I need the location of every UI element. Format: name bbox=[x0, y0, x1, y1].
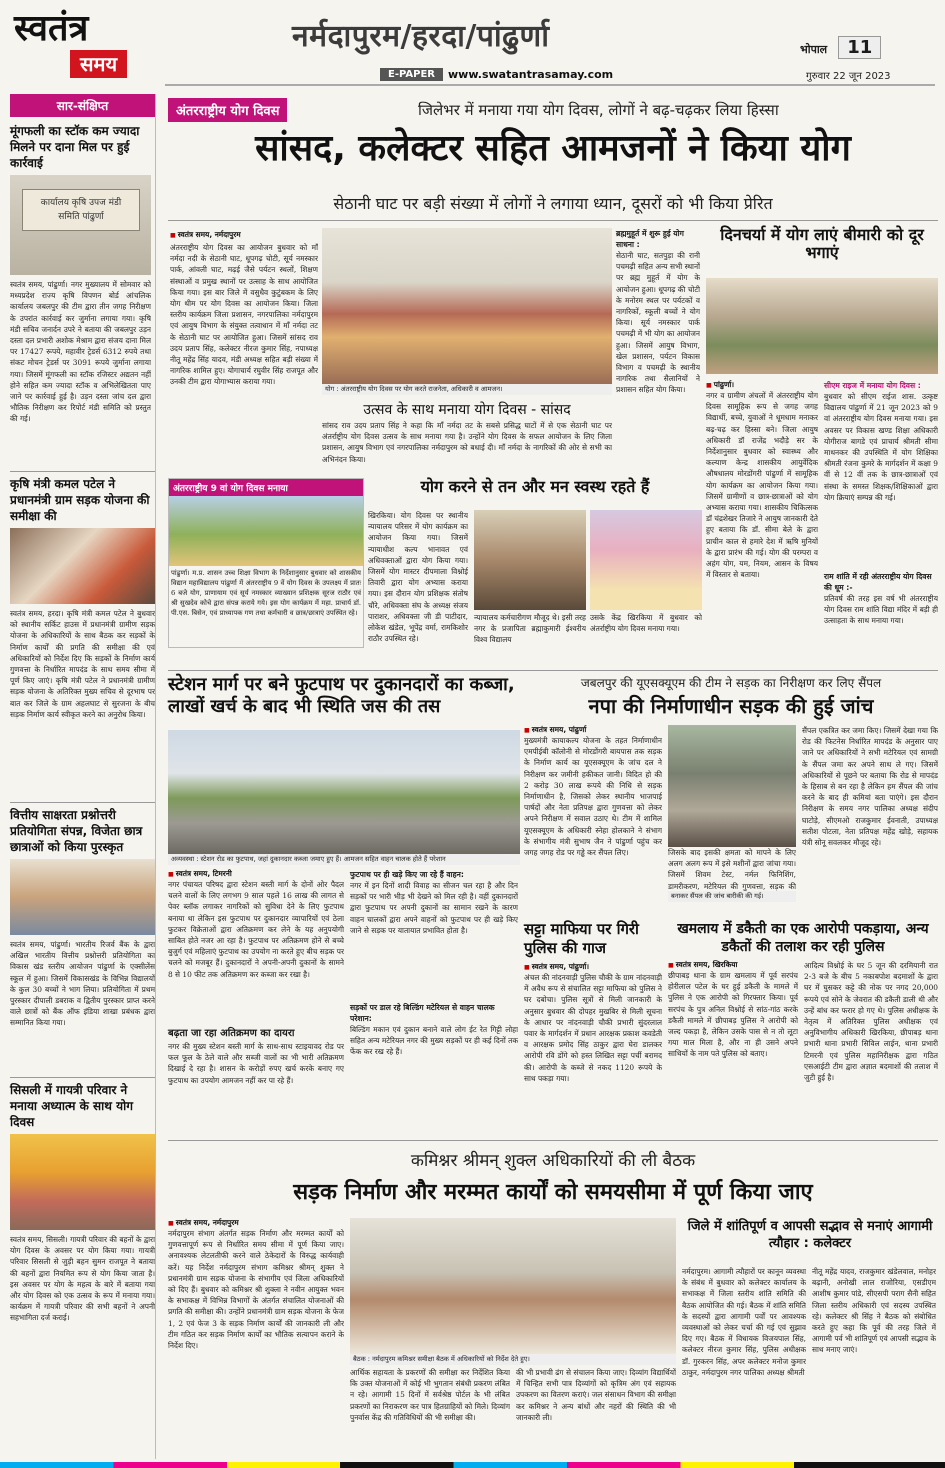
logo bbox=[14, 8, 154, 86]
dacoity-headline: खमलाय में डकैती का एक आरोपी पकड़ाया, अन्य डकैतों की तलाश कर रही पुलिस bbox=[677, 921, 929, 955]
road-text: मुख्यमंत्री कायाकल्प योजना के तहत निर्माणाधीन एमपीईबी कॉलोनी से मोरडोंगरी बायपास तक सड़क के निर्माण कार्य का यूएसक्यूएम के जांच दल ने निरीक्षण कर जमीनी हकीकत जानी। विदित हो की 2 करोड़ 30 लाख रूपये की निधि से सड़क निर्माणाधीन है, जिसको लेकर स्थानीय भाजपाई पार्षदों और नेता प्रतिपक्ष द्वारा गुणवत्ता को लेकर अपने निरीक्षण में सवाल उठाए थे। टीम में शामिल यूएसक्यूएम के अधिकारी स्नेहा होलकाने ने संभाग के संभागीय मंत्री सुभाष जैन ने पांढुर्णा पहुंच कर जगह जगह रोड पर गड्ढे कर सैंपल लिए। bbox=[524, 736, 662, 858]
lead-sub-headline: उत्सव के साथ मनाया योग दिवस - सांसद bbox=[363, 402, 571, 418]
sidebar-item-quiz[interactable] bbox=[10, 807, 155, 1073]
station-road-photo bbox=[168, 730, 520, 854]
gayatri-yoga-photo bbox=[10, 1134, 155, 1230]
peace-text-2: नीतू महेंद्र यादव, राजकुमार खंडेलवाल, मनोहर बढ़ानी, अनोखी लाल राजोरिया, एसडीएम आशीष कुमार पांडे, सीएसपी पराग सैनी सहित जिला स्तरीय अधिकारी एवं सदस्य उपस्थित रहे। कलेक्टर श्री सिंह ने बैठक को संबोधित करते हुए कहा कि पूर्व की तरह जिले में आगामी पर्व भी शांतिपूर्ण एवं आपसी सद्भाव के साथ मनाए जाएं। bbox=[812, 1267, 936, 1355]
lead-side-box bbox=[616, 228, 700, 466]
sidebar-item-minister[interactable] bbox=[10, 476, 155, 798]
road-photo-caption: बनाकर सैंपल की जांच बारीकी की गई। bbox=[668, 891, 796, 902]
road-text-2: सैंपल एकत्रित कर जमा किए। जिसमें देखा गया कि रोड की फिटनेस निर्धारित मापदंड के अनुसार पाए जाने पर अधिकारियों ने सभी मटेरियल एवं सामग्री के सैंपल जमा कर अपने साथ ले गए। जिसमें अधिकारियों से पूछने पर बताया कि रोड से मापदंड के हिसाब से बन रहा है लेकिन हम सैंपल की जांच करने के बाद ही कमियां बता पाएंगे। इस दौरान निरीक्षण के समय नगर पालिका अध्यक्ष संदीप घाटोड़े, सीएमओ राजकुमार ईवनाती, उपाध्यक्ष सतीश पोटला, नेता प्रतिपक्ष महेंद्र खोड़े, सहायक यंत्री सोनू सवलकर मौजूद रहे। bbox=[802, 726, 938, 848]
sidebar-item-text: स्वतंत्र समय, सिसली। गायत्री परिवार की बहनों के द्वारा योग दिवस के अवसर पर योग किया गया। गायत्री परिवार सिसली से जुड़ी बहन सुमन राजपूत ने बताया की बहनों द्वारा नियमित रूप से योग किया जाता है। इस अवसर पर योग के महत्व के बारे में बताया गया और योग दिवस को एक उत्सव के रूप में मनाया गया। कार्यक्रम में गायत्री परिवार की सभी बहनों ने अपनी सहभागिता दर्ज कराई। bbox=[10, 1235, 155, 1323]
daily-byline: ■ पांढुर्णा। bbox=[706, 380, 818, 390]
mini-yoga-story[interactable] bbox=[168, 478, 364, 648]
commissioner-headline: सड़क निर्माण और मरम्मत कार्यों को समयसीमा में पूर्ण किया जाए bbox=[293, 1180, 813, 1205]
sidebar bbox=[10, 94, 156, 1459]
divider bbox=[10, 471, 155, 472]
station-text: नगर पंचायत परिषद द्वारा स्टेशन बस्ती मार्ग के दोनों ओर पैदल चलने वालों के लिए लगभग 9 साल पहले 16 लाख की लागत से पेवर ब्लॉक लगाकर नागरिकों को सुविधा देने के लिए फुटपाथ बनाया था लेकिन इस फुटपाथ पर दुकानदार व्यापारियों एवं ठेला फुटकर विक्रेताओं द्वारा अतिक्रमण कर लेने के यह अनुपयोगी साबित होते नजर आ रहा है। फुटपाथ पर अतिक्रमण होने से बच्चे बुजुर्ग एवं महिलाएं फुटपाथ का उपयोग ना करते हुए बीच सड़क पर चलने को मजबूर हैं। दुकानदारों ने अपनी-अपनी दुकानों के सामने 8 से 10 फीट तक अतिक्रमण कर कब्जा कर रखा है। bbox=[168, 880, 344, 979]
lead-side-title: ब्रह्ममुहूर्त में शुरू हुई योग साधना : bbox=[616, 229, 684, 249]
sidebar-item-text: स्वतंत्र समय, हरदा। कृषि मंत्री कमल पटेल ने बुधवार को स्थानीय सर्किट हाउस में प्रधानमंत्री ग्रामीण सड़क योजना के अधिकारियों के साथ बैठक कर सड़कों के निर्माण कार्यों की प्रगति की समीक्षा की एवं अधिकारियों को निर्देश दिए कि सड़कों के निर्माण कार्य गुणवत्ता के निर्धारित मापदंड के साथ समय सीमा में पूर्ण किए जाएं। कृषि मंत्री पटेल ने प्रधानमंत्री ग्रामीण सड़क योजना के अतिरिक्त मुख्य सचिव से दूरभाष पर बात कर जिले के ग्राम अहलघाट से सुरजना के बीच सड़क निर्माण कार्य स्वीकृत करने का अनुरोध किया। bbox=[10, 609, 155, 719]
sidebar-item-text: स्वतंत्र समय, पांढुर्णा। भारतीय रिजर्व बैंक के द्वारा अखिल भारतीय वित्तीय प्रश्नोत्तरी प्रतियोगिता का विकास खंड स्तरीय आयोजन पांढुर्णा के एक्सीलेंस स्कूल में हुआ। जिसमें विकासखंड के विभिन्न विद्यालयों के कुल 30 बच्चों ने भाग लिया। प्रतियोगिता में प्रथम पुरस्कार दीपाली डबराक व द्वितीय पुरस्कार प्राप्त करने वाले छात्रों को बैंक ऑफ इंडिया शाखा प्रबंधक द्वारा सम्मानित किया गया। bbox=[10, 940, 155, 1028]
office-board-sign: कार्यालय कृषि उपज मंडी समिति पांढुर्णा bbox=[22, 189, 140, 231]
road-inspection-photo bbox=[668, 725, 796, 847]
daily-side-title: सीएम राइज में मनाया योग दिवस : bbox=[824, 381, 921, 390]
road-headline: नपा की निर्माणाधीन सड़क की हुई जांच bbox=[588, 694, 874, 718]
station-story[interactable] bbox=[168, 674, 520, 1136]
sidebar-item-gayatri[interactable] bbox=[10, 1082, 155, 1342]
health-caption-2: उसके केंद्र खिरकिया में बुधवार को अंतर्राष्ट्रीय योग दिवस मनाया गया। bbox=[590, 613, 702, 634]
quiz-students-photo bbox=[10, 859, 155, 935]
commissioner-byline: ■ स्वतंत्र समय, नर्मदापुरम bbox=[168, 1218, 344, 1228]
lead-text: अंतरराष्ट्रीय योग दिवस का आयोजन बुधवार को माँ नर्मदा नदी के सेठानी घाट, धूपगढ़ चोटी, सूर्य नमस्कार पार्क, आंवली घाट, मढ़ई जैसे पर्यटन स्थलों, शिक्षण संस्थाओं व प्रमुख स्थानों पर उत्साह के साथ आयोजित किया गया। इस बार जिले में वसुधैव कुटुंबकम के लिए योग थीम पर योग दिवस का आयोजन किया। जिला स्तरीय कार्यक्रम जिला प्रशासन, नगरपालिका नर्मदापुरम एवं आयुष विभाग के संयुक्त तत्वाधान में माँ नर्मदा तट के सेठानी घाट पर आयोजित हुआ। जिसमें सांसद राव उदय प्रताप सिंह, कलेक्टर नीरज कुमार सिंह, नपाध्यक्ष नीतू महेंद्र सिंह यादव, मंडी अध्यक्ष सहित बड़ी संख्या में नागरिक शामिल हुए। योगाचार्य रघुवीर सिंह राजपूत और उनकी टीम द्वारा योगाभ्यास कराया गया। bbox=[170, 243, 318, 387]
court-yoga-photo bbox=[474, 510, 586, 610]
station-byline: ■ स्वतंत्र समय, टिमरनी bbox=[168, 869, 344, 879]
edition-title: नर्मदापुरम/हरदा/पांढुर्णा bbox=[292, 19, 550, 54]
station-headline: स्टेशन मार्ग पर बने फुटपाथ पर दुकानदारों का कब्जा, लाखों खर्च के बाद भी स्थिति जस की तस bbox=[168, 674, 515, 717]
lead-deck: सेठानी घाट पर बड़ी संख्या में लोगों ने लगाया ध्यान, दूसरों को भी किया प्रेरित bbox=[333, 194, 773, 213]
sidebar-item-text: स्वतंत्र समय, पांढुर्णा। नगर मुख्यालय में सोमवार को मध्यप्रदेश राज्य कृषि विपणन बोर्ड आंचलिक कार्यालय जबलपुर की टीम द्वारा तीन जगह निरीक्षण के उपरांत कार्रवाई कर जुर्माना लगाया गया। कृषि मंडी सचिव जनार्दन उपरे ने बताया की जबलपुर उड़न दस्ता दल प्रभारी अशोक मेश्राम द्वारा संजय दाना मिल पर 17427 रूपये, महावीर ट्रेडर्स 6312 रुपये तथा संकट मोचन ट्रेडर्स पर 3091 रूपये जुर्माना लगाया गया। जिसमें मूंगफली का स्टॉक रजिस्टर अद्यतन नहीं होने सहित कम ज्यादा स्टॉक व अभिलेखितता पाए जाने पर कार्रवाई हुई है। उड़न दस्ता जांच दल द्वारा भौतिक निरीक्षण कर रिपोर्ट मंडी समिति को प्रस्तुत की गई। bbox=[10, 280, 151, 424]
dacoity-text-2: आदित्य विश्नोई के घर 5 जून की दरमियानी रात 2-3 बजे के बीच 5 नकाबपोश बदमाशों के द्वारा घर में घुसकर कट्टे की नोक पर नगद 20,000 रूपये एवं सोने के जेवरात की डकैती डाली थी और उन्हें बांध कर फरार हो गए थे। पुलिस अधीक्षक के नेतृत्व में अतिरिक्त पुलिस अधीक्षक एवं अनुविभागीय अधिकारी खिरकिया, छीपाबड़ थाना प्रभारी थाना प्रभारी सिविल लाईन, थाना प्रभारी टिमरनी एवं पुलिस महानिरीक्षक द्वारा गठित एसआईटी टीम द्वारा अज्ञात बदमाशों की तलाश में जुटी हुई है। bbox=[804, 961, 938, 1083]
office-board-photo bbox=[10, 175, 151, 275]
station-subhead: बढ़ता जा रहा अतिक्रमण का दायरा bbox=[168, 1028, 295, 1039]
lead-rule bbox=[168, 220, 938, 221]
commissioner-story[interactable] bbox=[168, 1218, 676, 1458]
sidebar-item-title: मूंगफली का स्टॉक कम ज्यादा मिलने पर दाना मिल पर हुई कार्रवाई bbox=[10, 124, 140, 170]
divider bbox=[10, 1077, 155, 1078]
satta-text: अंचल की नांदनवाड़ी पुलिस चौकी के ग्राम नांदनवाड़ी में अवैध रूप से संचालित सट्टा माफिया को पुलिस ने घर दबोचा। पुलिस सूत्रों से मिली जानकारी के अनुसार बुधवार की दोपहर मुखबिर से मिली सूचना के आधार पर नांदनवाड़ी चौकी प्रभारी सुंदरलाल पवार के मार्गदर्शन में प्रधान आरक्षक प्रकाश कवडेती व आरक्षक प्रमोद सिंह ठाकुर द्वारा घेरा डालकर आरोपी रवि डोंगे को हस्त लिखित सट्टा पर्ची बरामद की। आरोपी के कब्जे से नकद 1120 रूपये के साथ पकड़ा गया। bbox=[524, 973, 662, 1083]
sidebar-item-title: कृषि मंत्री कमल पटेल ने प्रधानमंत्री ग्राम सड़क योजना की समीक्षा की bbox=[10, 477, 150, 523]
brahmakumari-yoga-photo bbox=[590, 510, 702, 610]
health-text: खिरकिया। योग दिवस पर स्थानीय न्यायालय परिसर में योग कार्यक्रम का आयोजन किया गया। जिसमें न्यायाधीश कल्प भानावत एवं अधिवक्ताओं द्वारा योग किया गया। जिसमें योग मास्टर दीपमाला विश्नोई तिवारी द्वारा योग अभ्यास कराया गया। इस दौरान योग प्रशिक्षक संतोष चौरे, अधिवक्ता संघ के अध्यक्ष संजय पाराशर, अधिवक्ता जी डी पाटीदार, लोकेश खंडेल, भूपेंद्र वर्मा, रामकिशोर राठौर उपस्थित रहे। bbox=[368, 511, 468, 644]
commissioner-overline: कमिश्नर श्रीमन् शुक्ल अधिकारियों की ली बैठक bbox=[410, 1151, 696, 1171]
city-label: भोपाल bbox=[800, 43, 828, 56]
masthead-rule bbox=[165, 84, 935, 86]
mini-yoga-photo bbox=[169, 496, 363, 566]
lead-kicker: अंतरराष्ट्रीय योग दिवस bbox=[168, 98, 287, 122]
logo-top: स्वतंत्र bbox=[14, 7, 89, 49]
road-byline: ■ स्वतंत्र समय, पांढुर्णा bbox=[524, 725, 662, 735]
registration-color-bar bbox=[0, 1462, 945, 1468]
divider bbox=[10, 802, 155, 803]
peace-text: नर्मदापुरम। आगामी त्यौहारों पर कानून व्यवस्था के संबंध में बुधवार को कलेक्टर कार्यालय के सभाकक्ष में जिला स्तरीय शांति समिति की बैठक आयोजित की गई। बैठक में शांति समिति के सदस्यों द्वारा आगामी पर्वों पर आवश्यक व्यवस्थाओं को लेकर चर्चा की गई एवं सुझाव दिए गए। बैठक में विधायक विजयपाल सिंह, कलेक्टर नीरज कुमार सिंह, पुलिस अधीक्षक डॉ. गुरकरन सिंह, अपर कलेक्टर मनोज कुमार ठाकुर, नर्मदापुरम नगर पालिका अध्यक्ष श्रीमती bbox=[682, 1267, 806, 1377]
site-url[interactable]: www.swatantrasamay.com bbox=[448, 68, 614, 81]
dacoity-story[interactable] bbox=[668, 920, 938, 1136]
commissioner-text-2: आर्थिक सहायता के प्रकरणों की समीक्षा कर निर्देशित किया कि उक्त योजनाओं में कोई भी भुगतान संबंधी प्रकरण लंबित न रहे। आगामी 15 दिनों में सर्वश्रेष्ठ पोर्टल के भी लंबित प्रकरणों का निराकरण कर पात्र हितग्राहियों को मिले। दिव्यांग पुनर्वास केंद्र की गतिविधियों की भी समीक्षा की। bbox=[350, 1368, 510, 1422]
satta-headline: सट्टा माफिया पर गिरी पुलिस की गाज bbox=[524, 920, 639, 957]
health-headline: योग करने से तन और मन स्वस्थ रहते हैं bbox=[420, 477, 650, 496]
logo-bottom: समय bbox=[70, 50, 127, 78]
daily-yoga-photo bbox=[706, 278, 938, 374]
road-text-3: जिसके बाद इसकी क्षमता को मापने के लिए अलग अलग रूप में इसे मशीनों द्वारा जांचा गया। जिसमें शिवम टेस्ट, नर्मल फिनिशिंग, डामरीकरण, मटेरियल की गुणवत्ता, सड़क की bbox=[668, 848, 796, 891]
station-text-2: नगर की मुख्य स्टेशन बस्ती मार्ग के साथ-साथ स्टाइयावद रोड पर फल फूल के ठेले वाले और सब्जी वालों का भी भारी अतिक्रमण दिखाई दे रहा है। शासन के करोड़ों रुपए खर्च करके बनाए गए फुटपाथ का उपयोग आमजन नहीं कर पा रहे हैं। bbox=[168, 1042, 344, 1085]
lead-yoga-photo bbox=[322, 228, 612, 384]
station-col2-subhead: सड़कों पर डाल रहे बिल्डिंग मटेरियल से वाहन चालक परेशान: bbox=[350, 1003, 495, 1023]
dacoity-byline: ■ स्वतंत्र समय, खिरकिया bbox=[668, 960, 798, 970]
road-overline: जबलपुर की यूएसक्यूएम की टीम ने सड़क का निरीक्षण कर लिए सैंपल bbox=[580, 676, 882, 690]
satta-story[interactable] bbox=[524, 920, 662, 1136]
sidebar-item-title: सिसली में गायत्री परिवार ने मनाया अध्यात्म के साथ योग दिवस bbox=[10, 1083, 133, 1129]
section-divider-2 bbox=[168, 1140, 938, 1141]
page-number: 11 bbox=[838, 36, 881, 59]
section-divider bbox=[168, 670, 938, 671]
health-caption-1: न्यायालय कर्मचारीगण मौजूद थे। इसी तरह नगर के प्रजापिता ब्रह्माकुमारी ईश्वरीय विश्व विद्यालय bbox=[474, 613, 586, 645]
daily-side-text: बुधवार को सीएम राईज शास. उत्कृष्ट विद्यालय पांढुर्णा में 21 जून 2023 को 9 वां अंतरराष्ट्रीय योग दिवस मनाया गया। इस अवसर पर विकास खण्ड शिक्षा अधिकारी योगीराज बागडे एवं प्राचार्य श्रीमती सीमा माथनकर की उपस्थिति में योग शिक्षिका श्रीमती रंजना कुमरे के मार्गदर्शन में कक्षा 9 वीं से 12 वीं तक के छात्र-छात्राओं एवं संस्था के समस्त शिक्षक/शिक्षिकाओं द्वारा योग क्रियाएं सम्पन्न की गई। bbox=[824, 392, 938, 502]
lead-headline: सांसद, कलेक्टर सहित आमजनों ने किया योग bbox=[255, 128, 851, 169]
daily-headline: दिनचर्या में योग लाएं बीमारी को दूर भगाएं bbox=[720, 225, 924, 263]
peace-headline: जिले में शांतिपूर्ण व आपसी सद्भाव से मनाएं आगामी त्यौहार : कलेक्टर bbox=[687, 1219, 933, 1251]
peace-story[interactable] bbox=[682, 1218, 938, 1458]
health-story[interactable] bbox=[368, 478, 702, 666]
mini-text: पांढुर्णा। म.प्र. शासन उच्च शिक्षा विभाग के निर्देशानुसार बुधवार को शासकीय विद्यान महाविद्यालय पांढुर्णा में अंतरराष्ट्रीय 9 वें योग दिवस के उपलक्ष्य में प्रातः 6 बजे योग, प्राणायाम एवं सूर्य नमस्कार व्याख्यान प्रशिक्षक सूरज राठौर एवं श्री सुखदेव कोचे द्वारा संपन्न कराये गये। इस योग कार्यक्रम में महा. प्राचार्य डॉ. पी.एस. बिसेन, एवं प्राध्यापक गण तथा कर्मचारी व छात्र/छात्राएं उपस्थित रहे। bbox=[171, 569, 361, 617]
sidebar-item-groundnut[interactable] bbox=[10, 123, 155, 467]
masthead bbox=[0, 0, 945, 92]
lead-byline: ■ स्वतंत्र समय, नर्मदापुरम bbox=[170, 230, 241, 240]
commissioner-meeting-photo bbox=[350, 1218, 676, 1354]
sidebar-header: सार-संक्षिप्त bbox=[10, 94, 155, 117]
minister-meeting-photo bbox=[10, 528, 155, 604]
station-col2-text-2: बिल्डिंग मकान एवं दुकान बनाने वाले लोग ईट रेत गिट्टी लोहा सहित अन्य मटेरियल नगर की मुख्य सड़कों पर ही कई दिनों तक फेंक कर रख रहे हैं। bbox=[350, 1025, 518, 1057]
daily-side-title-2: राम शांति में रही अंतरराष्ट्रीय योग दिवस की धूम :- bbox=[824, 572, 932, 592]
commissioner-photo-caption: बैठक : नर्मदापुरम कमिश्नर समीक्षा बैठक में अधिकारियों को निर्देश देते हुए। bbox=[350, 1354, 676, 1365]
daily-side-text-2: प्रतिवर्ष की तरह इस वर्ष भी अंतरराष्ट्रीय योग दिवस राम शांति विद्या मंदिर में बड़ी ही उत्साहता के साथ मनाया गया। bbox=[824, 594, 938, 626]
dacoity-text: छीपाबड़ थाना के ग्राम खमलाय में पूर्व सरपंच होरीलाल पटेल के घर हुई डकैती के मामले में पुलिस ने एक आरोपी को गिरफ्तार किया। पूर्व सरपंच के पुत्र अनिल विश्नोई से सांठ-गांठ करके डकैती मामले में छीपाबड़ पुलिस ने आरोपी को जल्द पकड़ा है, लेकिन उसके पास से न तो लूटा गया माल मिला है, और ना ही उसने अपने साथियों के नाम पते पुलिस को बताए। bbox=[668, 971, 798, 1059]
page-badge bbox=[800, 36, 881, 59]
sidebar-item-title: वित्तीय साक्षरता प्रश्नोत्तरी प्रतियोगिता संपन्न, विजेता छात्र छात्राओं को किया पुरस्कृत bbox=[10, 808, 143, 854]
lead-side-text: सेठानी घाट, सतपुड़ा की रानी पचमढ़ी सहित अन्य सभी स्थानों पर ब्रह्म मुहूर्त में योग के आयोजन हुआ। धूपगढ़ की चोटी के मनोरम स्थल पर पर्यटकों व नागरिकों, स्कूली बच्चों ने योग किया। सूर्य नमस्कार पार्क पचमढ़ी में भी योग का आयोजन हुआ। जिसमें आयुष विभाग, खेल प्रशासन, पर्यटन विकास विभाग व पचमढ़ी के स्थानीय नागरिक तथा सैलानियों ने प्रशासन सहित योग किया। bbox=[616, 251, 700, 395]
commissioner-text-3: की भी प्रभावी ढंग से संचालन किया जाए। दिव्यांग विद्यार्थियों में चिन्हित सभी पात्र दिव्यांगों को कृत्रिम अंग एवं सहायक उपकरण का वितरण कराएं। जल संसाधन विभाग की समीक्षा कर कमिश्नर ने अन्य बांधों और नहरों की स्थिति की भी जानकारी ली। bbox=[516, 1368, 676, 1422]
mini-banner: अंतरराष्ट्रीय 9 वां योग दिवस मनाया bbox=[169, 479, 363, 496]
lead-sub-text: सांसद राव उदय प्रताप सिंह ने कहा कि माँ नर्मदा तट के सबसे प्रसिद्ध घाटों में से एक सेठानी घाट पर अंतर्राष्ट्रीय योग दिवस उत्सव के साथ मनाया गया है। उन्होंने योग दिवस के सफल आयोजन के लिए जिला प्रशासन, आयुष विभाग एवं नगरपालिका नर्मदापुरम को बधाई दी। माँ नर्मदा के नागरिकों की ओर से सभी का अभिनंदन किया। bbox=[322, 421, 612, 464]
issue-date: गुरुवार 22 जून 2023 bbox=[806, 71, 891, 82]
lead-overline: जिलेभर में मनाया गया योग दिवस, लोगों ने बढ़-चढ़कर लिया हिस्सा bbox=[418, 101, 779, 119]
epaper-label: E-PAPER bbox=[380, 68, 443, 81]
station-col2-title: फुटपाथ पर ही खड़े किए जा रहे हैं वाहन: bbox=[350, 870, 464, 879]
daily-text: नगर व ग्रामीण अंचलों में अंतरराष्ट्रीय योग दिवस सामूहिक रूप से जगह जगह विद्यार्थी, बच्चे, युवाओं ने धूमधाम मनाकर बढ़-चढ़ कर हिस्सा बने। जिला आयुष अधिकारी डॉ राजेंद्र भदौड़े सर के निर्देशानुसार बुधवार को स्वास्थ्य और कल्याण केन्द्र शासकीय आयुर्वेदिक औषधालय मोरडोंगरी पांढुर्णा में सामूहिक योग कार्यक्रम का आयोजन किया गया। जिसमें ग्रामीणों व छात्र-छात्राओं को योग अभ्यास कराया गया। शासकीय चिकित्सक डॉ चंद्रशेखर तिजारे ने आयुष जानकारी देते हुए बताया कि डॉ. सीमा बेले के द्वारा प्राचीन काल से हमारे देश में ऋषि मुनियों के द्वारा प्रारंभ की गई। योग की परम्परा व अहंग योग, यम, नियम, आसन के विषय में विस्तार से बताया। bbox=[706, 391, 818, 580]
station-col2-text: नगर में इन दिनों शादी विवाह का सीजन चल रहा है और दिन सड़कों पर भारी भीड़ भी देखने को मिल रही है। वहीं दुकानदारों द्वारा फुटपाथ पर अपनी दुकानों का सामान रखने के कारण वाहन चालकों द्वारा अपने वाहनों को फुटपाथ पर ही खड़े किए जाने से सड़क पर यातायात प्रभावित होता है। bbox=[350, 881, 518, 935]
lead-photo-caption: योग : अंतरराष्ट्रीय योग दिवस पर योग करते राजनेता, अधिकारी व आमजन। bbox=[322, 384, 612, 395]
daily-story[interactable] bbox=[706, 226, 938, 666]
commissioner-text: नर्मदापुरम संभाग अंतर्गत सड़क निर्माण और मरम्मत कार्यों को गुणवत्तापूर्ण रूप से निर्धारित समय सीमा में पूर्ण किया जाए। अनावश्यक लेटलतीफी करने वाले ठेकेदारों के विरुद्ध कार्यवाही करें। यह निर्देश नर्मदापुरम संभाग कमिश्नर श्रीमन् शुक्ल ने प्रधानमंत्री ग्राम सड़क योजना के संभागीय एवं जिला अधिकारियों को दिए हैं। बुधवार को कमिश्नर श्री शुक्ला ने नवीन आयुक्त भवन के सभाकक्ष में विभिन्न विभागों के अंतर्गत संचालित योजनाओं की प्रगति की समीक्षा की। उन्होंने प्रधानमंत्री ग्राम सड़क योजना के फेज 1, 2 एवं फेज 3 के सड़क निर्माण कार्यों की जानकारी ली और टीम गठित कर सड़क निर्माण कार्यों का भौतिक सत्यापन कराने के निर्देश दिए। bbox=[168, 1229, 344, 1351]
satta-byline: ■ स्वतंत्र समय, पांढुर्णा। bbox=[524, 962, 662, 972]
road-story[interactable] bbox=[524, 674, 938, 916]
station-photo-caption: अव्यवस्था : स्टेशन रोड का फुटपाथ, जहां दुकानदार कब्जा जमाए हुए हैं। आमजन सहित वाहन चालक होते हैं परेशान bbox=[168, 854, 520, 865]
